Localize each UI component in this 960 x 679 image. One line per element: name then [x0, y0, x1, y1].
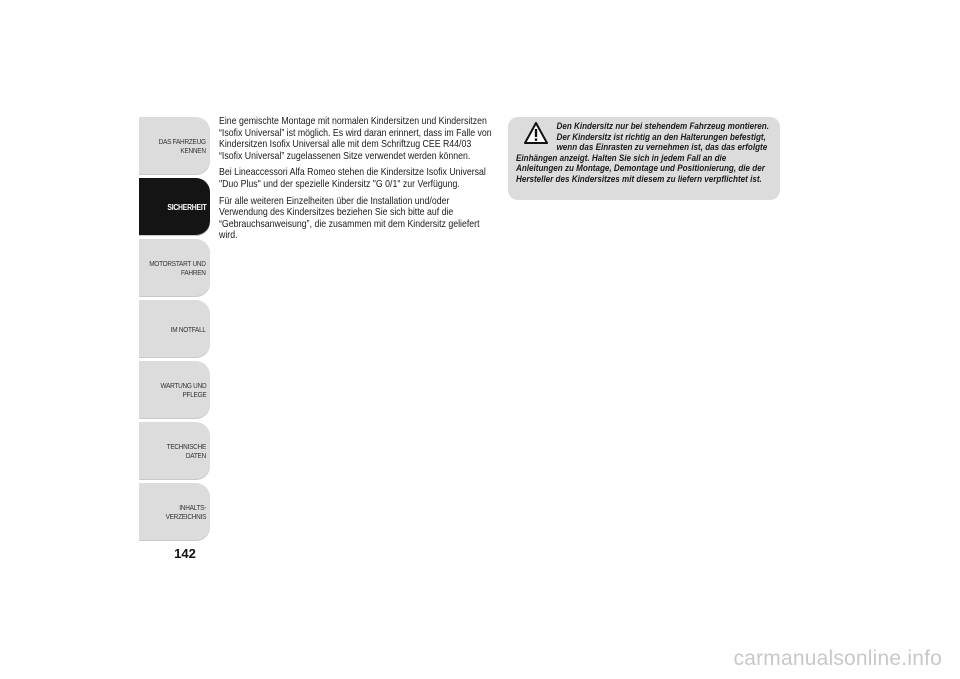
- warning-box: [508, 117, 780, 200]
- paragraph: Für alle weiteren Einzelheiten über die Installation und/oder Verwendung des Kindersitzes beziehen Sie sich bitte auf die “Gebrauchsanweisung”, die zusammen mit dem Kindersitz geliefert wird.: [219, 195, 480, 242]
- tab-sicherheit[interactable]: [139, 178, 210, 236]
- warning-rest: Einhängen anzeigt. Halten Sie sich in jedem Fall an die Anleitungen zu Montage, Demontage und Positionierung, die der Hersteller des Kindersitzes mit diesem zu liefern verpflichtet ist.: [516, 152, 765, 184]
- tab-label: DAS FAHRZEUG KENNEN: [158, 137, 206, 155]
- paragraph: Eine gemischte Montage mit normalen Kindersitzen und Kindersitzen “Isofix Universal” ist möglich. Es wird daran erinnert, dass im Falle von Kindersitzen Isofix Universal alle mit dem Schriftzug CEE R44/03 “Isofix Universal” zugelassenen Sitze verwendet werden können.: [219, 116, 492, 162]
- tab-motorstart-und-fahren[interactable]: [139, 239, 210, 297]
- tab-label: TECHNISCHE DATEN: [166, 442, 206, 460]
- tab-label: MOTORSTART UND FAHREN: [149, 259, 206, 277]
- tab-label: INHALTS- VERZEICHNIS: [165, 503, 206, 521]
- paragraph: Bei Lineaccessori Alfa Romeo stehen die Kindersitze Isofix Universal "Duo Plus" und der spezielle Kindersitz "G 0/1" zur Verfügung.: [219, 167, 486, 190]
- chapter-sidebar: [139, 117, 210, 544]
- tab-das-fahrzeug-kennen[interactable]: [139, 117, 210, 175]
- warning-lead: Den Kindersitz nur bei stehendem Fahrzeug montieren. Der Kindersitz ist richtig an den Halterungen befestigt, wenn das Einrasten zu vernehmen ist, das das erfolgte: [556, 121, 769, 153]
- tab-im-notfall[interactable]: [139, 300, 210, 358]
- tab-label: WARTUNG UND PFLEGE: [160, 381, 206, 399]
- tab-label: SICHERHEIT: [166, 202, 206, 212]
- warning-text: [516, 121, 771, 185]
- watermark: carmanualsonline.info: [733, 647, 942, 670]
- page-number: 142: [174, 546, 196, 561]
- tab-inhaltsverzeichnis[interactable]: [139, 483, 210, 541]
- tab-wartung-und-pflege[interactable]: [139, 361, 210, 419]
- body-text: [219, 116, 492, 247]
- tab-technische-daten[interactable]: [139, 422, 210, 480]
- tab-label: IM NOTFALL: [170, 324, 206, 334]
